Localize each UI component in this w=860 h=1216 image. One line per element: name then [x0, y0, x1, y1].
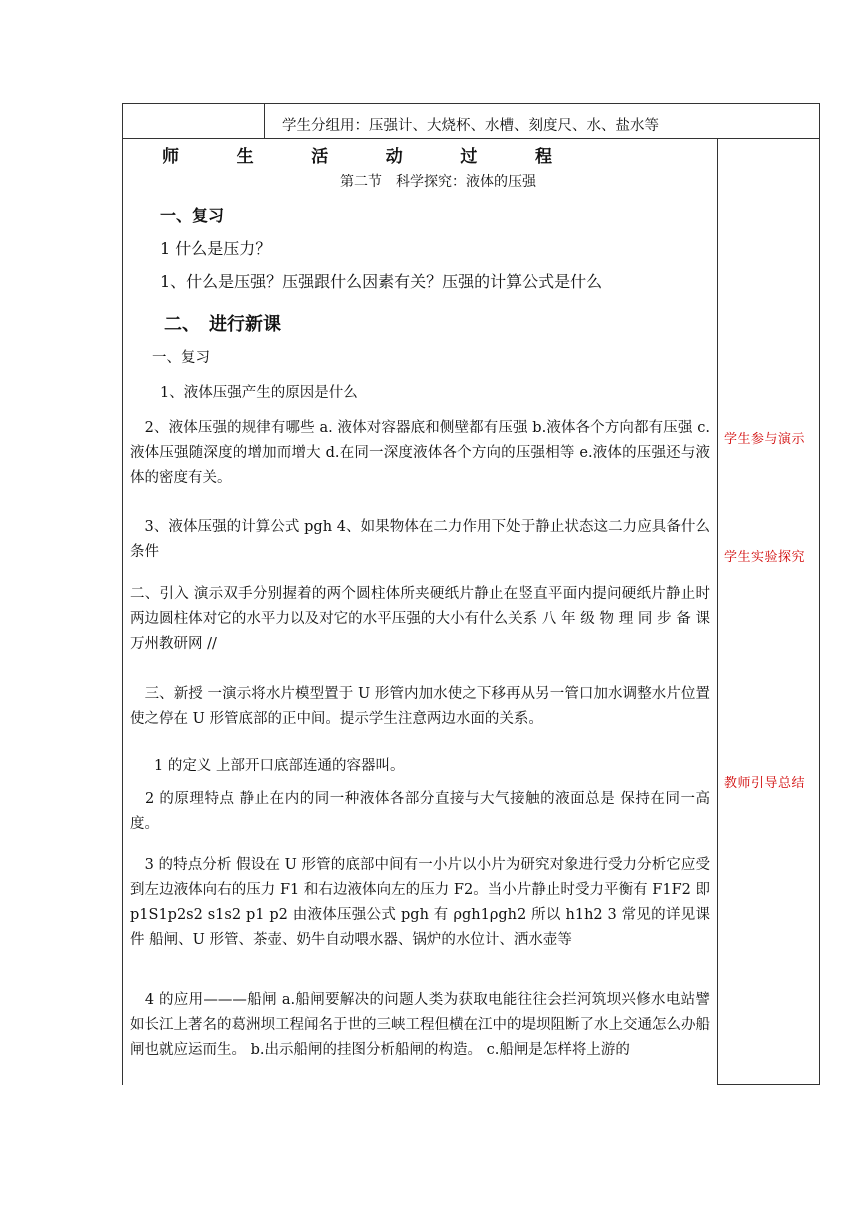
table-header-divider: [264, 103, 265, 138]
table-left-border: [122, 103, 123, 1085]
paragraph: 2 的原理特点 静止在内的同一种液体各部分直接与大气接触的液面总是 保持在同一高度。: [130, 791, 710, 832]
side-note: 学生参与演示: [724, 432, 806, 447]
paragraph: 3、液体压强的计算公式 pgh 4、如果物体在二力作用下处于静止状态这二力应具备什么条件: [130, 519, 710, 560]
review-heading: 一、复习: [160, 206, 225, 225]
question-1: 1 什么是压力？: [160, 239, 272, 258]
paragraph: 三、新授 一演示将水片模型置于 U 形管内加水使之下移再从另一管口加水调整水片位置使之停在 U 形管底部的正中间。提示学生注意两边水面的关系。: [130, 686, 710, 727]
title-char: 师: [162, 147, 179, 167]
paragraph: 2、液体压强的规律有哪些 a. 液体对容器底和侧壁都有压强 b.液体各个方向都有压强 c.液体压强随深度的增加而增大 d.在同一深度液体各个方向的压强相等 e.液体的压强还与液体的密度有关。: [130, 420, 710, 486]
title-char: 程: [534, 147, 552, 167]
paragraph: 1 的定义 上部开口底部连通的容器叫。: [154, 758, 405, 774]
materials-text: 学生分组用：压强计、大烧杯、水槽、刻度尺、水、盐水等: [282, 118, 659, 134]
table-top-border: [122, 103, 820, 104]
title-char: 过: [460, 147, 478, 167]
section-title: [162, 142, 552, 167]
title-char: 动: [385, 147, 403, 167]
side-note: 教师引导总结: [724, 776, 806, 791]
paragraph: 二、引入 演示双手分别握着的两个圆柱体所夹硬纸片静止在竖直平面内提问硬纸片静止时两边圆柱体对它的水平力以及对它的水平压强的大小有什么关系 八 年 级 物 理 同 步 备 课 万州教研网 //: [130, 586, 710, 652]
new-lesson-heading: 二、 进行新课: [164, 314, 281, 335]
paragraph: 1、液体压强产生的原因是什么: [160, 385, 358, 401]
lesson-subtitle-text: 第二节 科学探究：液体的压强: [340, 174, 536, 190]
lesson-subtitle: [0, 171, 860, 191]
paragraph: 3 的特点分析 假设在 U 形管的底部中间有一小片以小片为研究对象进行受力分析它应受到左边液体向右的压力 F1 和右边液体向左的压力 F2。当小片静止时受力平衡有 F1F2 即 p1S1p2s2 s1s2 p1 p2 由液体压强公式 pgh 有 ρgh1ρgh2 所以 h1h2 3 常见的详见课件 船闸、U 形管、茶壶、奶牛自动喂水器、锅炉的水位计、洒水壶等: [130, 857, 710, 948]
title-char: 活: [311, 147, 329, 167]
paragraph: 4 的应用———船闸 a.船闸要解决的问题人类为获取电能往往会拦河筑坝兴修水电站譬如长江上著名的葛洲坝工程闻名于世的三峡工程但横在江中的堤坝阻断了水上交通怎么办船闸也就应运而生。 b.出示船闸的挂图分析船闸的构造。 c.船闸是怎样将上游的: [130, 992, 710, 1058]
table-side-bottom: [717, 1084, 820, 1085]
side-note: 学生实验探究: [724, 550, 806, 565]
question-2: 1、什么是压强？压强跟什么因素有关？压强的计算公式是什么: [160, 272, 603, 291]
title-char: 生: [236, 147, 254, 167]
paragraph: 一、复习: [152, 350, 210, 366]
table-right-border: [819, 103, 820, 1085]
table-row-divider: [122, 138, 820, 139]
table-column-divider: [717, 138, 718, 1085]
